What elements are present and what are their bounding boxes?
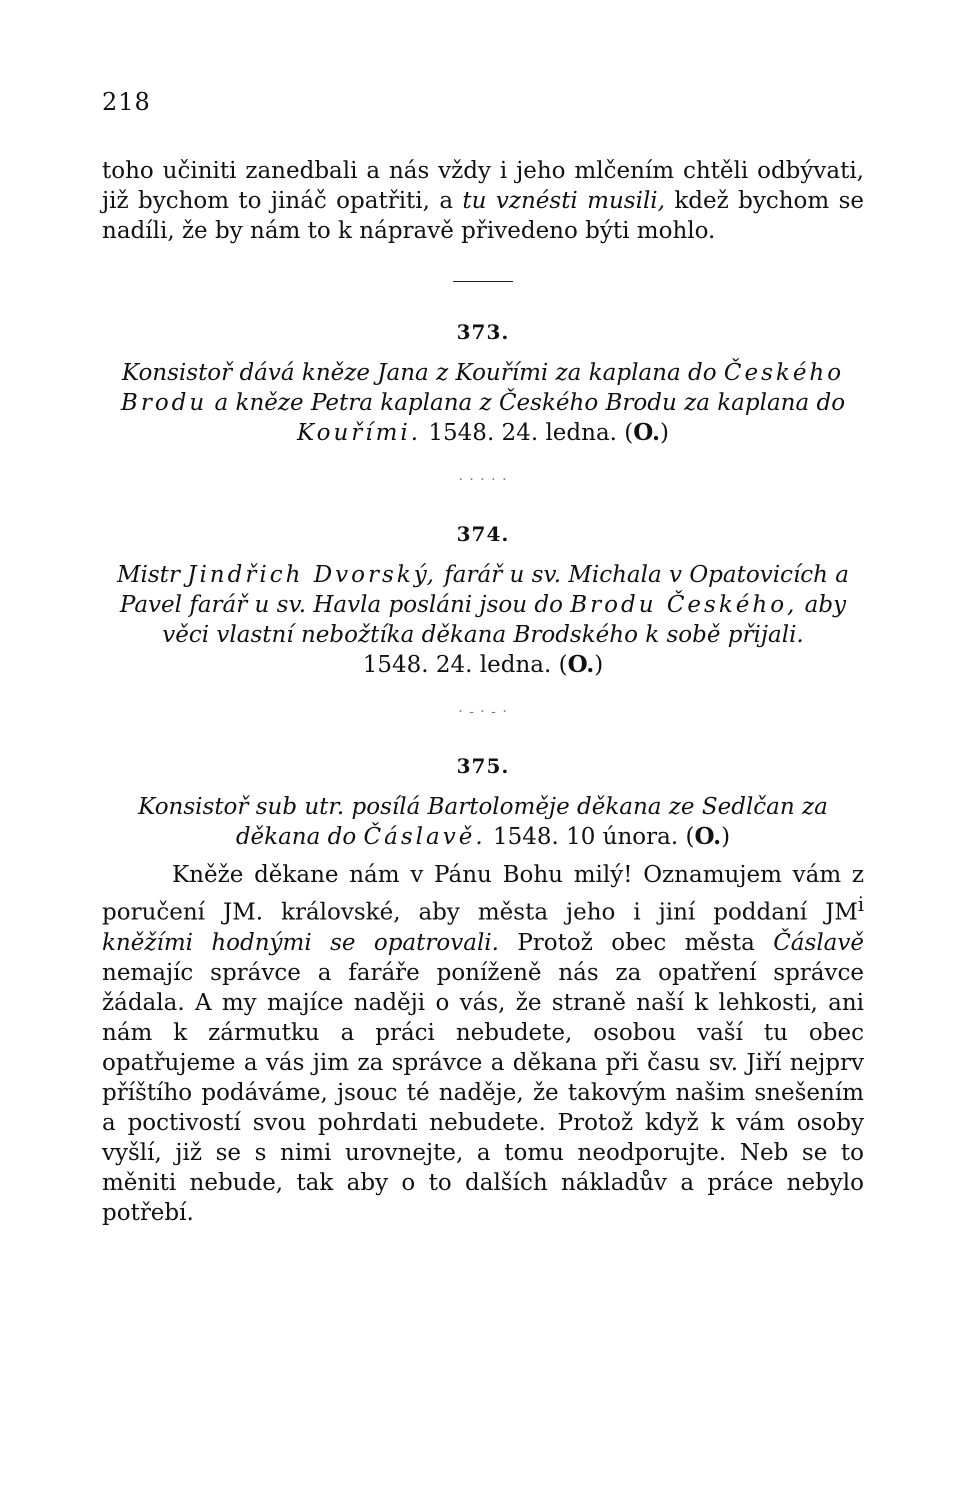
document-page [102,88,864,1228]
doc-number-373: 373. [456,320,510,344]
letter-375-sup: i [857,893,864,916]
regest-373-source: O. [633,419,660,446]
separator-dots-1: · · · · · [458,472,508,488]
regest-375-date: 1548. 10 února. ( [485,824,695,850]
letter-375-italic1: kněžími hodnými se opatrovali. [102,929,499,956]
regest-374-part1: Mistr [116,562,188,588]
regest-373-source-close: ) [659,420,669,446]
regest-375-source-close: ) [721,824,731,850]
intro-paragraph [102,156,864,246]
regest-373-part1: Konsistoř dává kněze Jana z Kouřími za kaplana do [121,360,724,386]
letter-375-part1: Kněže děkane nám v Pánu Bohu milý! Oznamujem vám z poručení JM. královské, aby města jeho i jiní poddaní JM [102,862,864,926]
separator-line [453,281,513,282]
regest-375-spaced1: Čáslavě. [363,824,486,850]
regest-373-spaced1: Českého Brodu [120,360,845,416]
regest-373 [102,358,864,448]
regest-375-source: O. [694,823,722,850]
intro-text-1: toho učiniti zanedbali a nás vždy i jeho mlčením chtěli odbývati, již bychom to jináč opatřiti, a [102,158,864,214]
doc-number-375: 375. [456,754,510,778]
regest-373-date: 1548. 24. ledna. ( [421,420,634,446]
doc-number-374: 374. [456,522,510,546]
regest-374 [102,560,864,680]
letter-375 [102,860,864,1228]
intro-text-2: kdež bychom se nadíli, že by nám to k nápravě přivedeno býti mohlo. [102,188,864,244]
letter-375-italic2: Čáslavě [773,929,864,956]
regest-374-source: O. [567,651,595,678]
separator-rule [102,270,864,286]
regest-374-part2: farář u sv. Michala v Opatovicích a Pavel farář u sv. Havla posláni jsou do [119,562,850,618]
letter-375-part3: nemajíc správce a faráře poníženě nás za opatření správce žádala. A my majíce naději o vás, že straně naší k lehkosti, ani nám k zármutku a práci nebudete, osobou vaší tu obec opatřujeme a vás jim za správce a děkana při času sv. Jiří nejprv příštího podáváme, jsouc té naděje, že takovým našim snešením a poctivostí svou pohrdati nebudete. Protož když k vám osoby vyšlí, již se s nimi urovnejte, a tomu neodporujte. Neb se to měniti nebude, tak aby o to dalších nákladův a práce nebylo potřebí. [102,959,864,1226]
regest-375-part1: Konsistoř sub utr. posílá Bartoloměje děkana ze Sedlčan za děkana do [138,794,828,850]
letter-375-part2: Protož obec města [498,929,774,956]
intro-italic: tu vznésti musili, [462,188,665,214]
separator-dots-2: · - · - · [458,704,508,720]
regest-373-part2: a kněze Petra kaplana z Českého Brodu za kaplana do [207,390,846,416]
regest-374-part3: aby věci vlastní nebožtíka děkana Brodského k sobě přijali. [162,592,847,648]
regest-373-spaced2: Kouřími. [297,420,422,446]
regest-374-source-close: ) [594,652,604,678]
regest-374-date: 1548. 24. ledna. ( [362,652,568,678]
regest-374-spaced2: Brodu Českého, [570,592,798,618]
regest-375 [102,792,864,852]
regest-374-spaced1: Jindřich Dvorský, [187,562,437,588]
page-number: 218 [102,88,151,116]
